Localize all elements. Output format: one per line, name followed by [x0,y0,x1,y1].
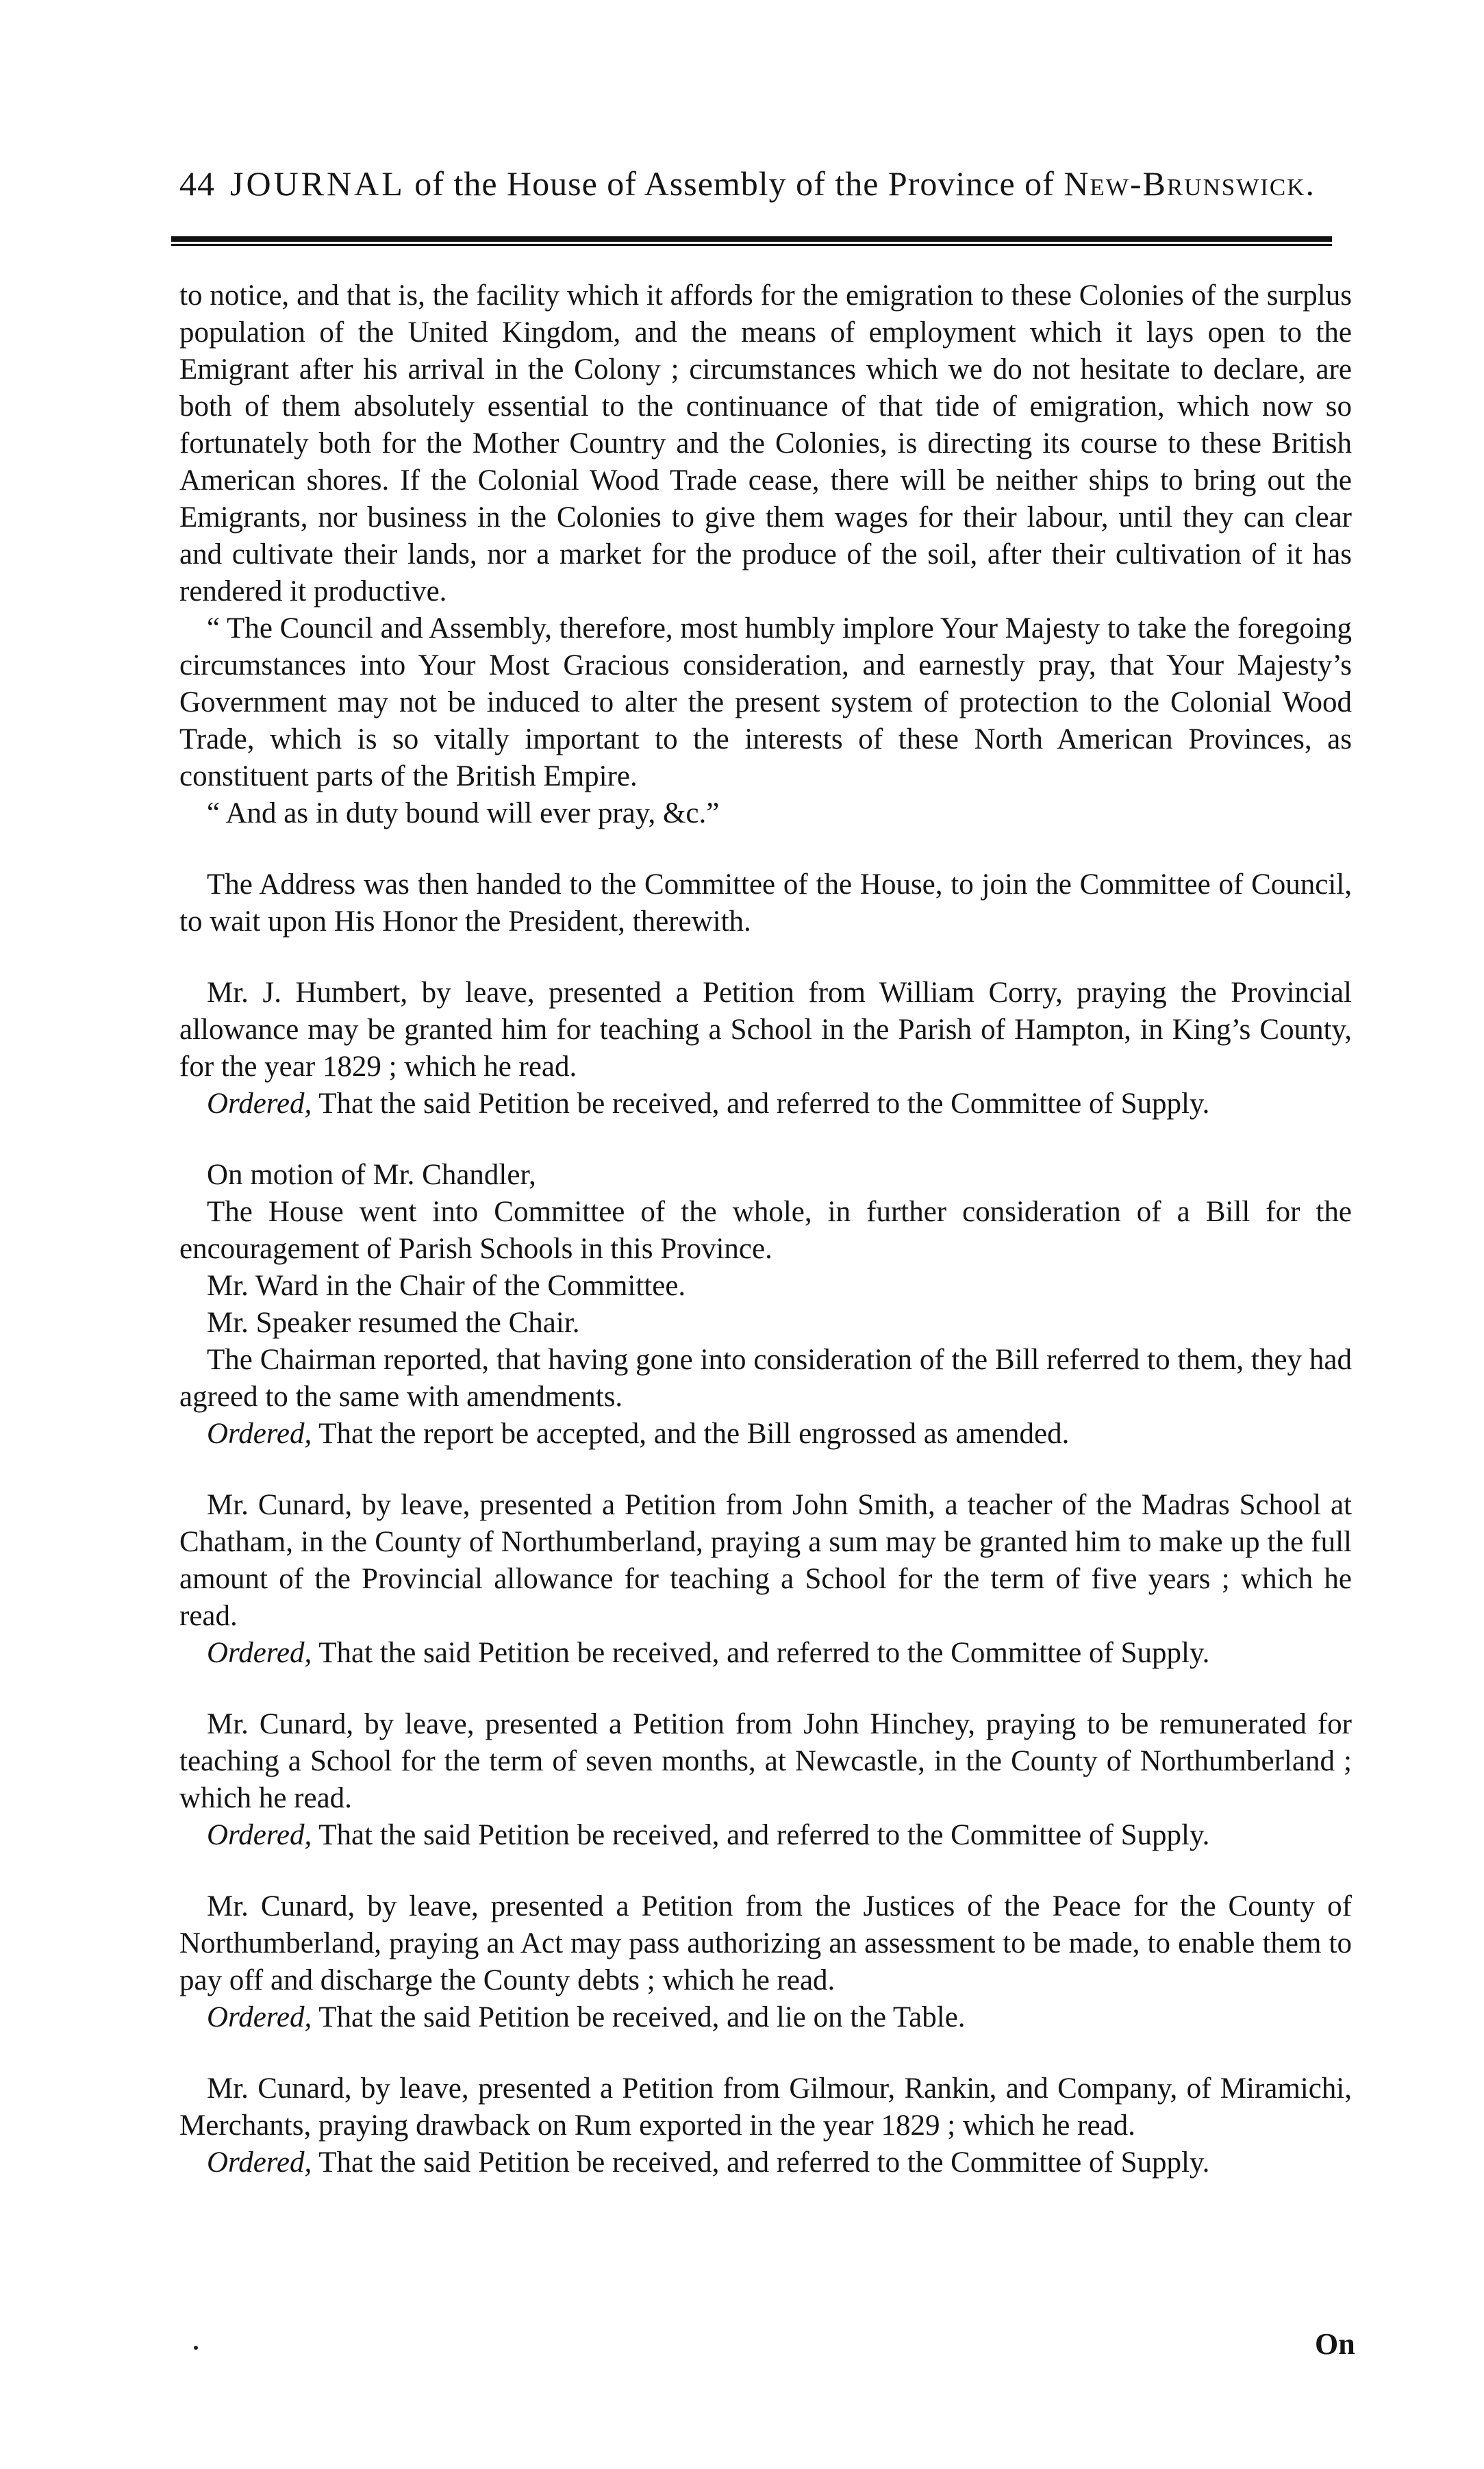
petition-corry-order [179,1086,1352,1123]
page-number: 44 [179,164,215,203]
address-closing-line: “ And as in duty bound will ever pray, &c.” [207,797,720,829]
ordered-label: Ordered, [207,1418,312,1450]
address-prayer-paragraph: “ The Council and Assembly, therefore, most humbly implore Your Majesty to take the foregoing circumstances into Your Most Gracious consideration, and earnestly pray, that Your Majesty’s Government may not be induced to alter the present system of protection to the Colonial Wood Trade, which is so vitally important to the interests of these North American Provinces, as constituent parts of the British Empire. [179,612,1352,792]
spacer [179,1854,1352,1888]
address-continuation-paragraph: to notice, and that is, the facility which it affords for the emigration to these Colonies of the surplus population of the United Kingdom, and the means of employment which it lays open to the Emigrant after his arrival in the Colony ; circumstances which we do not hesitate to declare, are both of them absolutely essential to the continuance of that tide of emigration, which now so fortunately both for the Mother Country and the Colonies, is directing its course to these British American shores. If the Colonial Wood Trade cease, there will be neither ships to bring out the Emigrants, nor business in the Colonies to give them wages for their labour, until they can clear and cultivate their lands, nor a market for the produce of the soil, after their cultivation of it has rendered it productive. [179,279,1352,607]
address-handed-entry: The Address was then handed to the Committee of the House, to join the Committee of Council, to wait upon His Honor the President, therewith. [179,868,1352,938]
running-header [179,163,1357,204]
order-text: That the said Petition be received, and referred to the Committee of Supply. [318,1819,1210,1851]
petition-corry-entry: Mr. J. Humbert, by leave, presented a Petition from William Corry, praying the Provincial allowance may be granted him for teaching a School in the Parish of Hampton, in King’s County, for the year 1829 ; which he read. [179,977,1352,1083]
province-name: New-Brunswick. [1064,164,1316,203]
order-text: That the said Petition be received, and lie on the Table. [318,2001,966,2033]
rule-thin-line [171,244,1332,246]
petition-smith-entry: Mr. Cunard, by leave, presented a Petition from John Smith, a teacher of the Madras School at Chatham, in the County of Northumberland, praying a sum may be granted him to make up the full amount of the Provincial allowance for teaching a School for the term of five years ; which he read. [179,1489,1352,1632]
journal-body [179,277,1352,2181]
petition-hinchey-entry: Mr. Cunard, by leave, presented a Petition from John Hinchey, praying to be remunerated for teaching a School for the term of seven months, at Newcastle, in the County of Northumberland ; which he read. [179,1708,1352,1814]
spacer [179,2036,1352,2070]
petition-smith-order [179,1635,1352,1672]
order-text: That the said Petition be received, and referred to the Committee of Supply. [318,2146,1210,2179]
spacer [179,1123,1352,1157]
ordered-label: Ordered, [207,2001,312,2033]
rule-thick-line [171,236,1332,242]
chair-committee-entry: Mr. Ward in the Chair of the Committee. [207,1270,686,1302]
header-title-rest: of the House of Assembly of the Province of [414,164,1055,203]
ordered-label: Ordered, [207,1637,312,1669]
printer-mark [194,2346,198,2350]
order-text: That the said Petition be received, and referred to the Committee of Supply. [318,1088,1210,1120]
petition-hinchey-order [179,1817,1352,1854]
motion-chandler: On motion of Mr. Chandler, [207,1159,536,1191]
bill-engrossed-order [179,1416,1352,1453]
chairman-report-entry: The Chairman reported, that having gone into consideration of the Bill referred to them, they had agreed to the same with amendments. [179,1344,1352,1413]
speaker-resumed-entry: Mr. Speaker resumed the Chair. [207,1307,580,1339]
spacer [179,1453,1352,1487]
committee-whole-entry: The House went into Committee of the whole, in further consideration of a Bill for the encouragement of Parish Schools in this Province. [179,1196,1352,1265]
spacer [179,940,1352,975]
petition-justices-entry: Mr. Cunard, by leave, presented a Petition from the Justices of the Peace for the County of Northumberland, praying an Act may pass authorizing an assessment to be made, to enable them to pay off and discharge the County debts ; which he read. [179,1890,1352,1996]
order-text: That the report be accepted, and the Bill engrossed as amended. [318,1418,1070,1450]
header-double-rule [171,236,1332,246]
petition-justices-order [179,1999,1352,2036]
ordered-label: Ordered, [207,1088,312,1120]
petition-gilmour-entry: Mr. Cunard, by leave, presented a Petition from Gilmour, Rankin, and Company, of Miramichi, Merchants, praying drawback on Rum exported in the year 1829 ; which he read. [179,2072,1352,2142]
ordered-label: Ordered, [207,2146,312,2179]
order-text: That the said Petition be received, and referred to the Committee of Supply. [318,1637,1210,1669]
ordered-label: Ordered, [207,1819,312,1851]
spacer [179,832,1352,866]
catchword: On [1315,2327,1355,2361]
spacer [179,1672,1352,1706]
journal-title: JOURNAL [230,164,405,203]
petition-gilmour-order [179,2144,1352,2181]
